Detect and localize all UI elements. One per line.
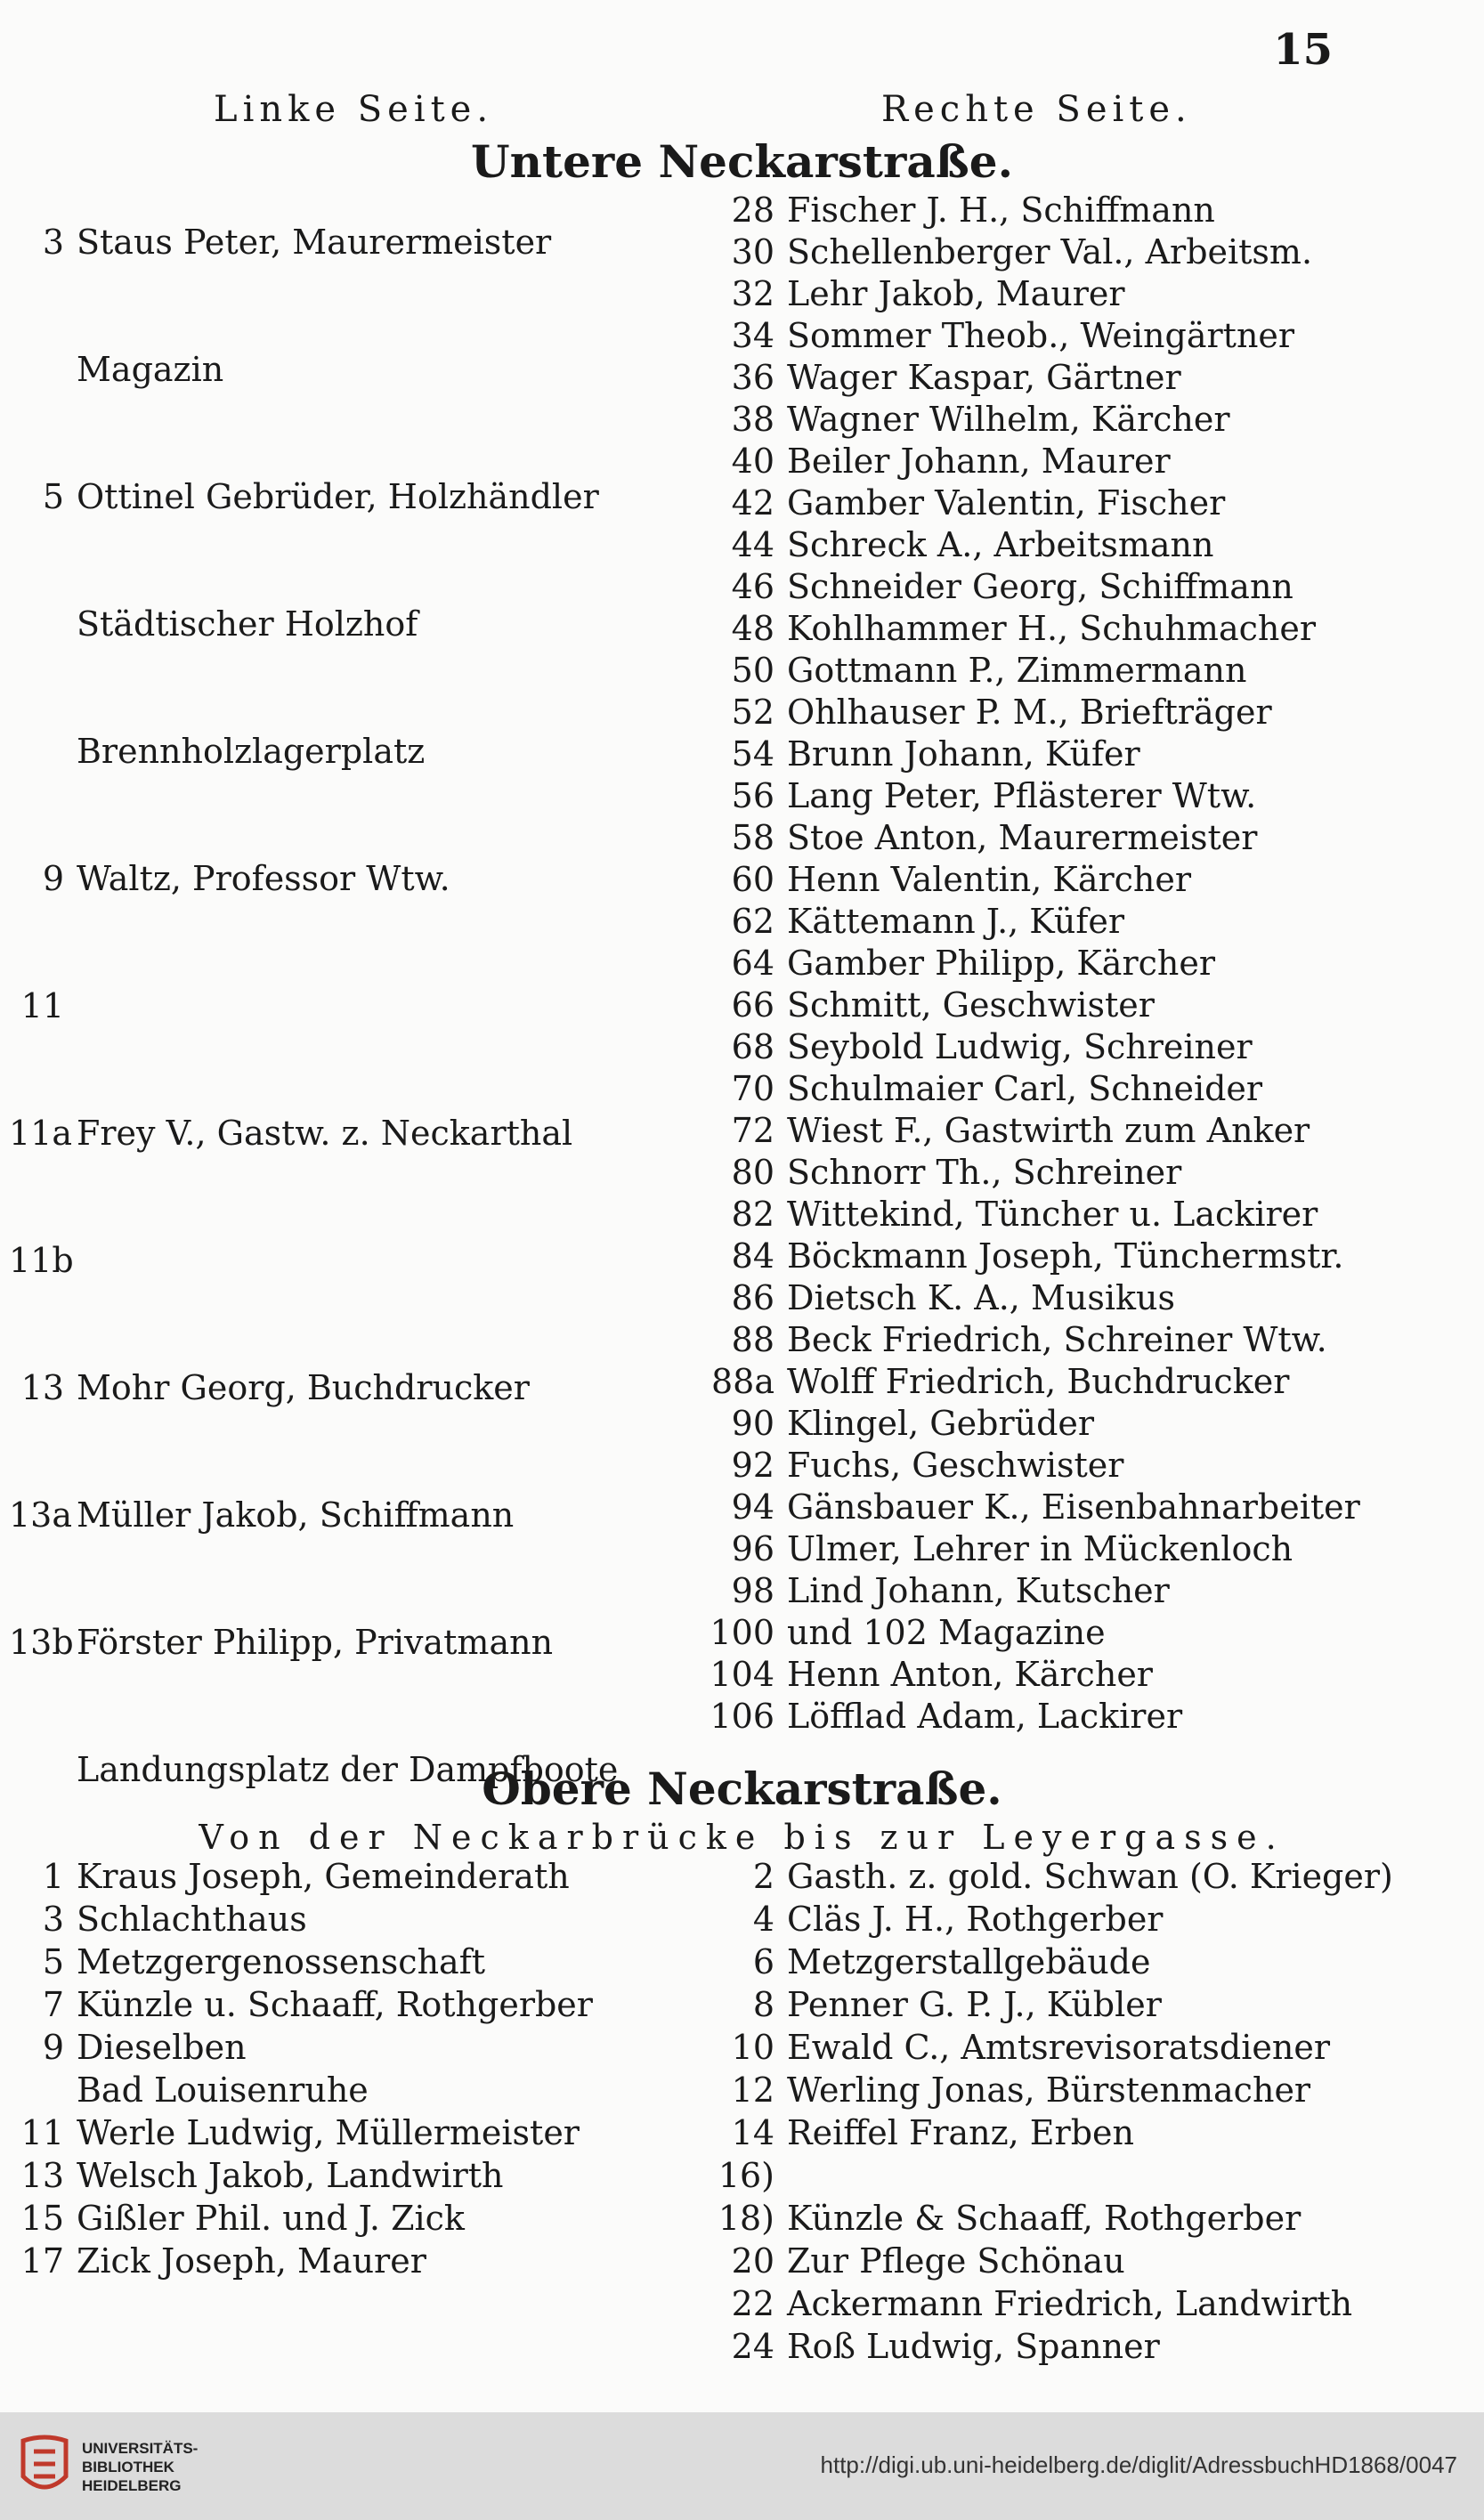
address-entry <box>9 2156 504 2195</box>
address-entry <box>685 1985 1162 2024</box>
resident-text: Fuchs, Geschwister <box>787 1446 1124 1485</box>
resident-text: Roß Ludwig, Spanner <box>787 2327 1160 2366</box>
address-entry <box>9 2028 247 2067</box>
resident-text: Schellenberger Val., Arbeitsm. <box>787 232 1313 271</box>
resident-text: Städtischer Holzhof <box>77 604 418 644</box>
resident-text: Metzgergenossenschaft <box>77 1942 486 1981</box>
house-number: 54 <box>731 734 774 774</box>
address-entry <box>685 693 1272 732</box>
resident-text: Landungsplatz der Dampfboote <box>77 1750 619 1789</box>
address-entry <box>685 1571 1170 1610</box>
resident-text: Henn Valentin, Kärcher <box>787 860 1192 899</box>
house-number: 18) <box>718 2199 774 2238</box>
resident-text: Brunn Johann, Küfer <box>787 734 1140 774</box>
house-number: 80 <box>731 1153 774 1192</box>
address-entry <box>685 1236 1343 1276</box>
resident-text: Gamber Valentin, Fischer <box>787 483 1226 523</box>
address-entry <box>685 1655 1153 1694</box>
address-entry <box>685 400 1230 439</box>
address-entry <box>685 1487 1360 1527</box>
address-entry <box>9 732 425 771</box>
address-entry <box>9 1495 514 1535</box>
resident-text: Dietsch K. A., Musikus <box>787 1278 1175 1317</box>
address-entry <box>685 944 1215 983</box>
resident-text: Waltz, Professor Wtw. <box>77 859 450 898</box>
resident-text: Wolff Friedrich, Buchdrucker <box>787 1362 1290 1401</box>
address-entry <box>685 2284 1352 2323</box>
house-number: 3 <box>42 223 64 262</box>
resident-text: Schlachthaus <box>77 1900 307 1939</box>
address-entry <box>9 604 418 644</box>
address-entry <box>685 1111 1310 1150</box>
address-entry <box>685 1857 1393 1896</box>
address-entry <box>685 483 1225 523</box>
address-entry <box>685 1613 1106 1652</box>
address-entry <box>685 358 1181 397</box>
resident-text: Lind Johann, Kutscher <box>787 1571 1170 1610</box>
resident-text: Welsch Jakob, Landwirth <box>77 2156 504 2195</box>
resident-text: Kraus Joseph, Gemeinderath <box>77 1857 570 1896</box>
resident-text: Förster Philipp, Privatmann <box>77 1623 554 1662</box>
resident-text: Kohlhammer H., Schuhmacher <box>787 609 1317 648</box>
address-entry <box>9 1985 593 2024</box>
address-entry <box>685 2113 1134 2152</box>
right-side-header: Rechte Seite. <box>881 89 1192 130</box>
address-entry <box>685 1942 1150 1981</box>
resident-text: Werle Ludwig, Müllermeister <box>77 2113 580 2152</box>
resident-text: Gänsbauer K., Eisenbahnarbeiter <box>787 1487 1360 1527</box>
house-number: 66 <box>731 985 774 1025</box>
house-number: 24 <box>731 2327 774 2366</box>
address-entry <box>685 316 1294 355</box>
house-number: 104 <box>710 1655 774 1694</box>
house-number: 6 <box>752 1942 774 1981</box>
resident-text: Schneider Georg, Schiffmann <box>787 567 1293 606</box>
address-entry <box>685 818 1257 857</box>
resident-text: Werling Jonas, Bürstenmacher <box>787 2070 1311 2110</box>
house-number: 11 <box>20 986 64 1025</box>
library-name-line: BIBLIOTHEK <box>82 2459 174 2475</box>
house-number: 17 <box>20 2241 64 2281</box>
address-entry <box>685 651 1247 690</box>
house-number: 22 <box>731 2284 774 2323</box>
house-number: 15 <box>20 2199 64 2238</box>
resident-text: Beck Friedrich, Schreiner Wtw. <box>787 1320 1327 1359</box>
address-entry <box>9 986 77 1025</box>
footer-bar <box>0 2412 1484 2520</box>
house-number: 1 <box>42 1857 64 1896</box>
resident-text: Seybold Ludwig, Schreiner <box>787 1027 1253 1066</box>
house-number: 36 <box>731 358 774 397</box>
address-entry <box>685 1320 1327 1359</box>
address-entry <box>9 2070 369 2110</box>
address-entry <box>9 2241 426 2281</box>
address-entry <box>9 477 599 516</box>
address-entry <box>685 1027 1253 1066</box>
house-number: 16) <box>718 2156 774 2195</box>
house-number: 46 <box>731 567 774 606</box>
address-entry <box>685 232 1312 271</box>
address-entry <box>685 274 1125 313</box>
resident-text: Wiest F., Gastwirth zum Anker <box>787 1111 1310 1150</box>
address-entry <box>9 859 450 898</box>
house-number: 20 <box>731 2241 774 2281</box>
address-entry <box>9 1623 553 1662</box>
house-number: 30 <box>731 232 774 271</box>
house-number: 3 <box>42 1900 64 1939</box>
library-name-line: UNIVERSITÄTS- <box>82 2440 199 2457</box>
address-entry <box>685 1697 1182 1736</box>
house-number: 44 <box>731 525 774 564</box>
house-number: 72 <box>731 1111 774 1150</box>
address-entry <box>9 2199 465 2238</box>
resident-text: Metzgerstallgebäude <box>787 1942 1151 1981</box>
house-number: 10 <box>731 2028 774 2067</box>
resident-text: Schnorr Th., Schreiner <box>787 1153 1182 1192</box>
house-number: 2 <box>752 1857 774 1896</box>
library-seal-icon <box>16 2432 73 2500</box>
address-entry <box>685 734 1140 774</box>
address-entry <box>685 2241 1125 2281</box>
address-entry <box>685 985 1155 1025</box>
resident-text: Kättemann J., Küfer <box>787 902 1125 941</box>
house-number: 8 <box>752 1985 774 2024</box>
house-number: 12 <box>731 2070 774 2110</box>
house-number: 58 <box>731 818 774 857</box>
resident-text: Beiler Johann, Maurer <box>787 442 1171 481</box>
house-number: 9 <box>42 2028 64 2067</box>
address-entry <box>685 1069 1262 1108</box>
house-number: 60 <box>731 860 774 899</box>
house-number: 98 <box>731 1571 774 1610</box>
address-entry <box>685 1529 1293 1568</box>
house-number: 4 <box>752 1900 774 1939</box>
resident-text: und 102 Magazine <box>787 1613 1106 1652</box>
library-name <box>82 2439 198 2495</box>
house-number: 100 <box>710 1613 774 1652</box>
resident-text: Brennholzlagerplatz <box>77 732 426 771</box>
house-number: 64 <box>731 944 774 983</box>
address-entry <box>685 567 1293 606</box>
resident-text: Löfflad Adam, Lackirer <box>787 1697 1183 1736</box>
section-subtitle: Von der Neckarbrücke bis zur Leyergasse. <box>199 1818 1285 1857</box>
resident-text: Lehr Jakob, Maurer <box>787 274 1125 313</box>
house-number: 13 <box>20 1368 64 1407</box>
resident-text: Gißler Phil. und J. Zick <box>77 2199 465 2238</box>
resident-text: Müller Jakob, Schiffmann <box>77 1495 515 1535</box>
resident-text: Ulmer, Lehrer in Mückenloch <box>787 1529 1293 1568</box>
house-number: 28 <box>731 190 774 230</box>
house-number: 32 <box>731 274 774 313</box>
address-entry <box>9 223 551 262</box>
house-number: 13b <box>9 1623 74 1662</box>
address-entry <box>685 902 1124 941</box>
house-number: 82 <box>731 1195 774 1234</box>
address-entry <box>685 190 1215 230</box>
resident-text: Böckmann Joseph, Tünchermstr. <box>787 1236 1344 1276</box>
address-entry <box>685 525 1214 564</box>
house-number: 106 <box>710 1697 774 1736</box>
house-number: 88a <box>710 1362 774 1401</box>
resident-text: Klingel, Gebrüder <box>787 1404 1095 1443</box>
house-number: 62 <box>731 902 774 941</box>
resident-text: Penner G. P. J., Kübler <box>787 1985 1162 2024</box>
left-side-header: Linke Seite. <box>214 89 494 130</box>
address-entry <box>685 1446 1123 1485</box>
library-name-line: HEIDELBERG <box>82 2477 182 2494</box>
resident-text: Bad Louisenruhe <box>77 2070 369 2110</box>
resident-text: Stoe Anton, Maurermeister <box>787 818 1258 857</box>
house-number: 88 <box>731 1320 774 1359</box>
address-entry <box>685 2070 1310 2110</box>
house-number: 86 <box>731 1278 774 1317</box>
address-entry <box>685 1900 1163 1939</box>
address-entry <box>685 1153 1181 1192</box>
house-number: 14 <box>731 2113 774 2152</box>
resident-text: Ackermann Friedrich, Landwirth <box>787 2284 1353 2323</box>
resident-text: Magazin <box>77 350 224 389</box>
resident-text: Ottinel Gebrüder, Holzhändler <box>77 477 599 516</box>
resident-text: Cläs J. H., Rothgerber <box>787 1900 1164 1939</box>
house-number: 70 <box>731 1069 774 1108</box>
resident-text: Ewald C., Amtsrevisoratsdiener <box>787 2028 1331 2067</box>
resident-text: Fischer J. H., Schiffmann <box>787 190 1215 230</box>
house-number: 5 <box>42 477 64 516</box>
address-entry <box>9 350 223 389</box>
resident-text: Wittekind, Tüncher u. Lackirer <box>787 1195 1318 1234</box>
address-entry <box>685 2327 1160 2366</box>
address-entry <box>685 1278 1175 1317</box>
resident-text: Staus Peter, Maurermeister <box>77 223 552 262</box>
resident-text: Frey V., Gastw. z. Neckarthal <box>77 1114 573 1153</box>
house-number: 48 <box>731 609 774 648</box>
house-number: 96 <box>731 1529 774 1568</box>
address-entry <box>9 2113 580 2152</box>
address-entry <box>9 1241 77 1280</box>
resident-text: Wager Kaspar, Gärtner <box>787 358 1181 397</box>
resident-text: Reiffel Franz, Erben <box>787 2113 1135 2152</box>
address-entry <box>9 1942 485 1981</box>
section-title-untere-neckarstrasse: Untere Neckarstraße. <box>471 135 1013 188</box>
house-number: 42 <box>731 483 774 523</box>
house-number: 13a <box>9 1495 73 1535</box>
address-entry <box>9 1114 572 1153</box>
section-title-obere-neckarstrasse: Obere Neckarstraße. <box>482 1762 1002 1815</box>
resident-text: Künzle & Schaaff, Rothgerber <box>787 2199 1302 2238</box>
address-entry <box>9 1857 570 1896</box>
resident-text: Dieselben <box>77 2028 247 2067</box>
house-number: 7 <box>42 1985 64 2024</box>
source-url-link[interactable]: http://digi.ub.uni-heidelberg.de/diglit/AdressbuchHD1868/0047 <box>820 2451 1457 2478</box>
address-entry <box>685 2199 1301 2238</box>
address-entry <box>685 1195 1318 1234</box>
house-number: 52 <box>731 693 774 732</box>
resident-text: Mohr Georg, Buchdrucker <box>77 1368 530 1407</box>
house-number: 38 <box>731 400 774 439</box>
page-number: 15 <box>1273 25 1333 75</box>
address-entry <box>685 609 1316 648</box>
house-number: 50 <box>731 651 774 690</box>
address-entry <box>9 1900 307 1939</box>
house-number: 68 <box>731 1027 774 1066</box>
house-number: 9 <box>42 859 64 898</box>
address-entry <box>685 1362 1289 1401</box>
resident-text: Lang Peter, Pflästerer Wtw. <box>787 776 1257 815</box>
address-entry <box>685 442 1171 481</box>
address-entry <box>685 1404 1094 1443</box>
house-number: 90 <box>731 1404 774 1443</box>
house-number: 84 <box>731 1236 774 1276</box>
house-number: 94 <box>731 1487 774 1527</box>
house-number: 40 <box>731 442 774 481</box>
address-entry <box>685 776 1256 815</box>
resident-text: Zick Joseph, Maurer <box>77 2241 426 2281</box>
house-number: 11b <box>9 1241 74 1280</box>
resident-text: Schreck A., Arbeitsmann <box>787 525 1214 564</box>
house-number: 11a <box>9 1114 73 1153</box>
house-number: 5 <box>42 1942 64 1981</box>
resident-text: Ohlhauser P. M., Briefträger <box>787 693 1272 732</box>
house-number: 34 <box>731 316 774 355</box>
resident-text: Gasth. z. gold. Schwan (O. Krieger) <box>787 1857 1393 1896</box>
resident-text: Wagner Wilhelm, Kärcher <box>787 400 1230 439</box>
address-entry <box>685 2156 787 2195</box>
house-number: 13 <box>20 2156 64 2195</box>
address-entry <box>685 2028 1330 2067</box>
resident-text: Sommer Theob., Weingärtner <box>787 316 1295 355</box>
resident-text: Schulmaier Carl, Schneider <box>787 1069 1263 1108</box>
resident-text: Schmitt, Geschwister <box>787 985 1155 1025</box>
resident-text: Gottmann P., Zimmermann <box>787 651 1247 690</box>
house-number: 11 <box>20 2113 64 2152</box>
resident-text: Henn Anton, Kärcher <box>787 1655 1153 1694</box>
address-entry <box>685 860 1191 899</box>
house-number: 56 <box>731 776 774 815</box>
resident-text: Gamber Philipp, Kärcher <box>787 944 1216 983</box>
resident-text: Künzle u. Schaaff, Rothgerber <box>77 1985 593 2024</box>
address-entry <box>9 1368 530 1407</box>
house-number: 92 <box>731 1446 774 1485</box>
resident-text: Zur Pflege Schönau <box>787 2241 1125 2281</box>
